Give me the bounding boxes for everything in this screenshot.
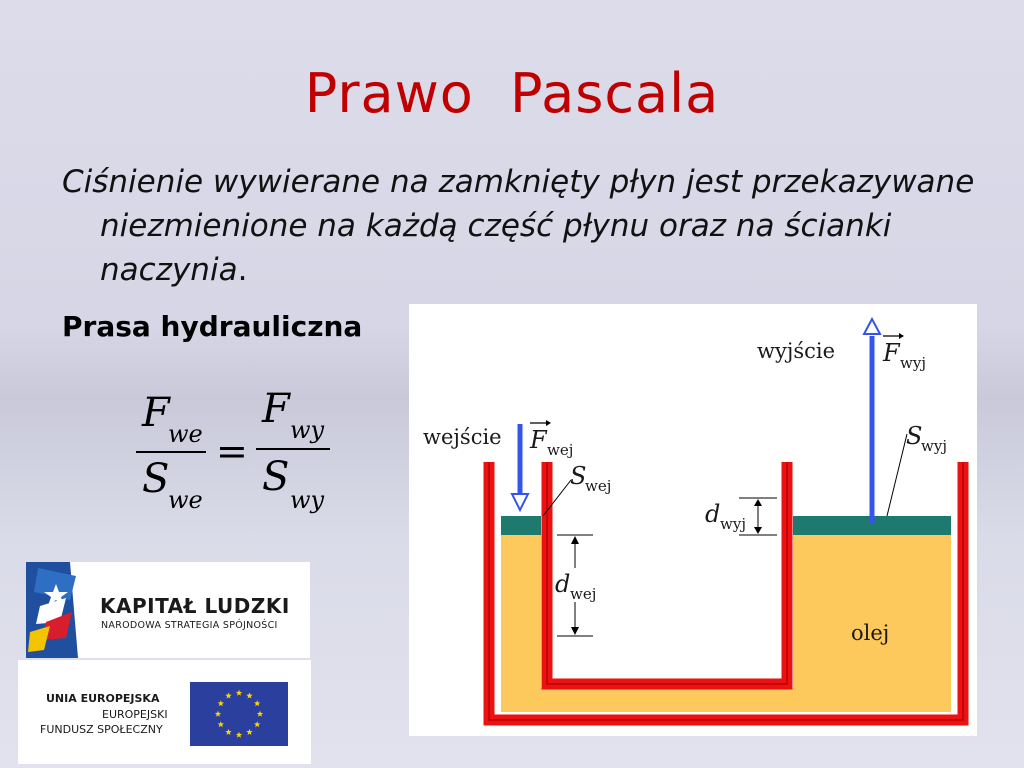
s-out-subscript: wyj <box>921 437 947 455</box>
input-label: wejście <box>423 425 502 449</box>
oil-bottom <box>501 688 951 712</box>
kapital-ludzki-emblem <box>26 562 98 658</box>
d-in-arrow-up <box>571 536 579 544</box>
s-out-symbol: S <box>906 422 923 450</box>
formula-f-out-sub: wy <box>290 416 325 444</box>
d-out-arrow-down <box>754 527 762 534</box>
output-label: wyjście <box>757 339 836 363</box>
f-in-symbol: F <box>530 426 547 454</box>
definition-period: . <box>237 252 248 288</box>
vessel-inner-wall-edge <box>547 462 787 684</box>
s-in-symbol: S <box>570 462 587 490</box>
f-out-subscript: wyj <box>900 354 926 372</box>
f-out-symbol: F <box>883 339 900 367</box>
formula-s-out-sub: wy <box>290 486 325 514</box>
vessel-inner-wall <box>547 462 787 684</box>
hydraulic-press-diagram <box>409 304 977 736</box>
slide-title: Prawo Pascala <box>304 62 720 125</box>
d-out-symbol: d <box>705 500 721 528</box>
formula-s-out: S <box>262 454 290 500</box>
subtitle-hydraulic-press: Prasa hydrauliczna <box>62 310 363 343</box>
d-in-symbol: d <box>555 570 571 598</box>
s-in-subscript: wej <box>585 477 612 495</box>
formula-s-in: S <box>142 456 170 502</box>
input-piston <box>501 516 541 535</box>
kapital-ludzki-title: KAPITAŁ LUDZKI <box>100 594 290 618</box>
oil-left-column <box>501 535 541 710</box>
d-in-arrow-down <box>571 627 579 635</box>
eu-line-2: EUROPEJSKI <box>102 708 168 721</box>
formula-f-in-sub: we <box>168 420 203 448</box>
eu-social-fund-logo <box>18 660 311 764</box>
eu-line-1: UNIA EUROPEJSKA <box>46 692 160 705</box>
s-out-leader <box>887 434 907 516</box>
eu-flag-icon <box>190 682 288 746</box>
formula-s-in-sub: we <box>168 486 203 514</box>
output-force-arrowhead <box>864 319 880 334</box>
eu-line-3: FUNDUSZ SPOŁECZNY <box>40 723 163 736</box>
d-out-arrow-up <box>754 499 762 506</box>
d-out-subscript: wyj <box>720 515 746 533</box>
pascal-law-definition <box>62 160 1020 292</box>
fluid-label: olej <box>851 621 890 645</box>
definition-text: Ciśnienie wywierane na zamknięty płyn jest przekazywane niezmienione na każdą część płynu oraz na ścianki naczynia <box>62 164 975 288</box>
formula-f-in: F <box>142 390 170 436</box>
pascal-formula <box>132 382 342 522</box>
f-in-vector-tip <box>546 420 551 426</box>
f-out-vector-tip <box>899 333 904 339</box>
formula-f-out: F <box>262 386 290 432</box>
kapital-ludzki-subtitle: NARODOWA STRATEGIA SPÓJNOŚCI <box>101 620 278 631</box>
formula-equals: = <box>216 429 248 473</box>
f-in-subscript: wej <box>547 441 574 459</box>
input-force-arrowhead <box>512 494 528 510</box>
d-in-subscript: wej <box>570 585 597 603</box>
kapital-ludzki-logo <box>26 562 310 658</box>
